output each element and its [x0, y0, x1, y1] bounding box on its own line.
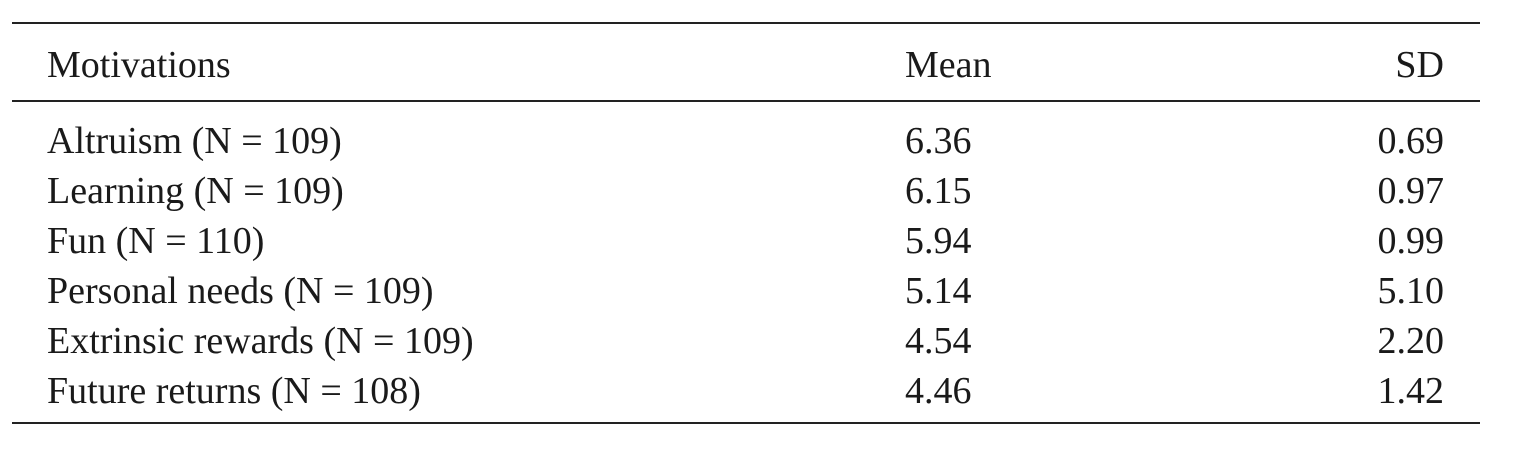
row-mean: 5.14 [905, 270, 972, 312]
row-sd: 1.42 [1377, 370, 1444, 412]
table-body [12, 102, 1480, 422]
row-label: Altruism (N = 109) [47, 120, 342, 162]
row-mean: 4.54 [905, 320, 972, 362]
row-label: Future returns (N = 108) [47, 370, 421, 412]
row-label: Extrinsic rewards (N = 109) [47, 320, 474, 362]
row-label: Personal needs (N = 109) [47, 270, 434, 312]
row-mean: 6.36 [905, 120, 972, 162]
table-header [12, 24, 1480, 100]
motivations-table [12, 22, 1480, 424]
row-mean: 6.15 [905, 170, 972, 212]
row-sd: 5.10 [1377, 270, 1444, 312]
row-sd: 0.99 [1377, 220, 1444, 262]
row-sd: 2.20 [1377, 320, 1444, 362]
bottom-rule [12, 422, 1480, 424]
header-sd: SD [1395, 44, 1444, 86]
row-sd: 0.97 [1377, 170, 1444, 212]
header-mean: Mean [905, 44, 992, 86]
row-mean: 5.94 [905, 220, 972, 262]
row-label: Learning (N = 109) [47, 170, 344, 212]
row-sd: 0.69 [1377, 120, 1444, 162]
row-mean: 4.46 [905, 370, 972, 412]
row-label: Fun (N = 110) [47, 220, 265, 262]
header-motivations: Motivations [47, 44, 231, 86]
